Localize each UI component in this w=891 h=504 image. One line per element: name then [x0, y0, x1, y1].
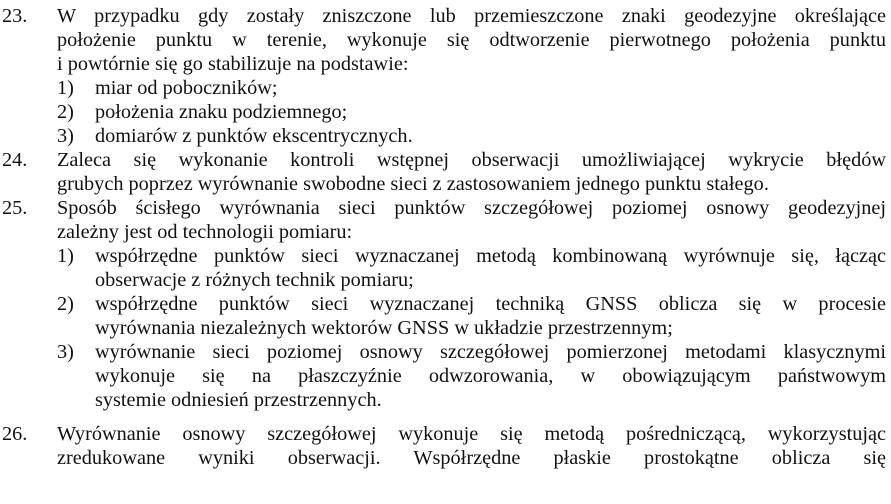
- subitem-number: 1): [57, 245, 74, 267]
- subitem-number: 2): [57, 293, 74, 315]
- item-number: 25.: [2, 197, 28, 219]
- item-text-line: Sposób ścisłego wyrównania sieci punktów szczegółowej poziomej osnowy geodezyjnej: [57, 197, 886, 219]
- subitem-text-line: współrzędne punktów sieci wyznaczanej techniką GNSS oblicza się w procesie: [95, 293, 886, 315]
- subitem-text-line: wykonuje się na płaszczyźnie odwzorowania, w obowiązującym państwowym: [95, 365, 886, 387]
- item-text-line: zredukowane wyniki obserwacji. Współrzędne płaskie prostokątne oblicza się: [57, 447, 886, 469]
- item-text-line: W przypadku gdy zostały zniszczone lub przemieszczone znaki geodezyjne określające: [57, 5, 886, 27]
- subitem-text-line: domiarów z punktów ekscentrycznych.: [95, 125, 413, 147]
- subitem-text-line: wyrównanie sieci poziomej osnowy szczegółowej pomierzonej metodami klasycznymi: [95, 341, 886, 363]
- subitem-text-line: systemie odniesień przestrzennych.: [95, 389, 382, 411]
- item-number: 23.: [2, 5, 28, 27]
- item-number: 26.: [2, 423, 28, 445]
- item-number: 24.: [2, 149, 28, 171]
- subitem-text-line: położenia znaku podziemnego;: [95, 101, 348, 123]
- item-text-line: zależny jest od technologii pomiaru:: [57, 221, 353, 243]
- subitem-text-line: obserwacje z różnych technik pomiaru;: [95, 269, 414, 291]
- item-text-line: położenie punktu w terenie, wykonuje się odtworzenie pierwotnego położenia punktu: [57, 29, 886, 51]
- item-text-line: Wyrównanie osnowy szczegółowej wykonuje się metodą pośredniczącą, wykorzystując: [57, 423, 886, 445]
- item-text-line: grubych poprzez wyrównanie swobodne sieci z zastosowaniem jednego punktu stałego.: [57, 173, 769, 195]
- subitem-text-line: miar od poboczników;: [95, 77, 278, 99]
- subitem-number: 2): [57, 101, 74, 123]
- item-text-line: Zaleca się wykonanie kontroli wstępnej obserwacji umożliwiającej wykrycie błędów: [57, 149, 886, 171]
- subitem-number: 1): [57, 77, 74, 99]
- subitem-number: 3): [57, 125, 74, 147]
- item-text-line: i powtórnie się go stabilizuje na podstawie:: [57, 53, 409, 75]
- subitem-text-line: współrzędne punktów sieci wyznaczanej metodą kombinowaną wyrównuje się, łącząc: [95, 245, 886, 267]
- subitem-text-line: wyrównania niezależnych wektorów GNSS w układzie przestrzennym;: [95, 317, 673, 339]
- subitem-number: 3): [57, 341, 74, 363]
